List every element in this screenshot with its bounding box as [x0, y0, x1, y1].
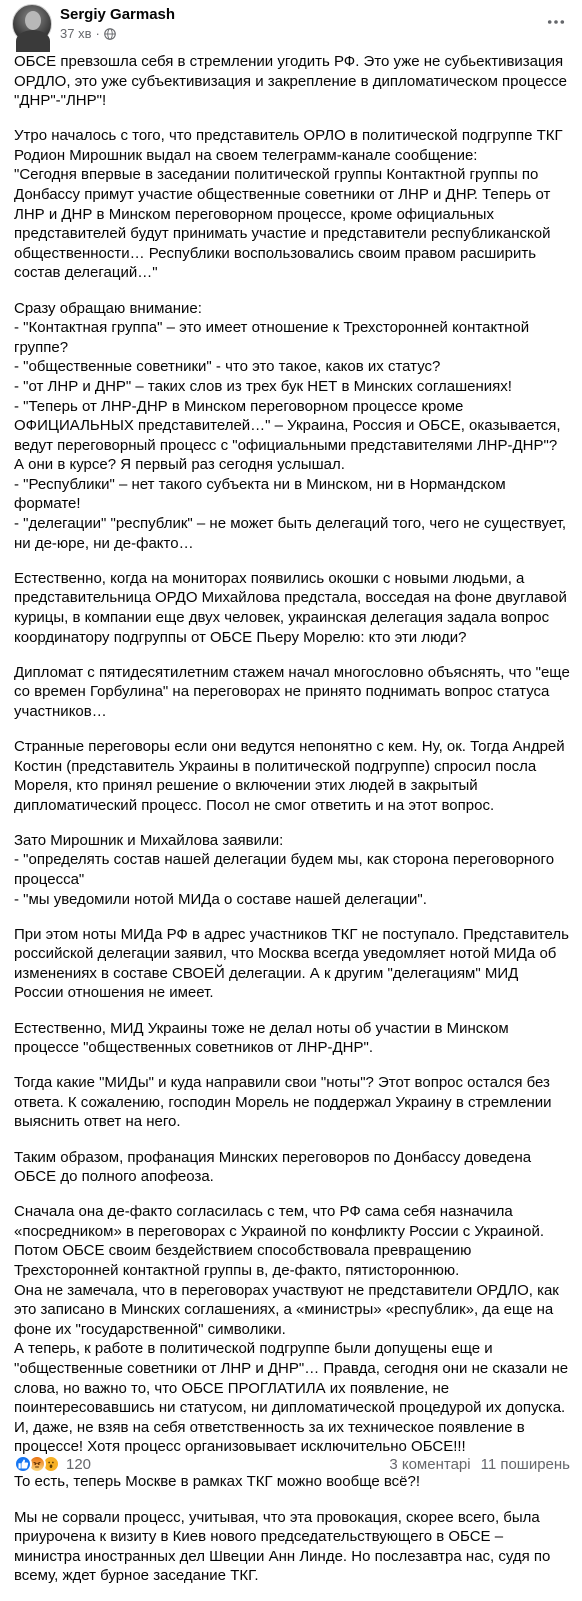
globe-icon — [104, 28, 116, 40]
shares-count[interactable]: 11 поширень — [480, 1455, 570, 1473]
post-paragraph: При этом ноты МИДа РФ в адрес участников ТКГ не поступало. Представитель российской делегации заявил, что Москва всегда уведомляет нотой МИДа об изменениях в составе СВОЕЙ делегации. А к другим "делегациям" МИД России отношения не имеет. — [14, 925, 569, 1002]
post-stats — [389, 1456, 570, 1473]
avatar[interactable] — [12, 4, 52, 44]
post-paragraph: Таким образом, профанация Минских переговоров по Донбассу доведена ОБСЕ до полного апофеоза. — [14, 1148, 532, 1186]
post-paragraph: Тогда какие "МИДы" и куда направили свои "ноты"? Этот вопрос остался без ответа. К сожалению, господин Морель не поддержал Украину в стремлении выяснить ответ на него. — [14, 1074, 552, 1131]
post-paragraph: Мы не сорвали процесс, учитывая, что эта провокация, скорее всего, была приурочена к визиту в Киев нового председательствующего в ОБСЕ – министра иностранных дел Швеции Анн Линде. Но послезавтра нас, судя по всему, ждет бурное заседание ТКГ. — [14, 1508, 551, 1585]
post-footer — [14, 1452, 570, 1476]
post-time[interactable]: 37 хв — [60, 26, 92, 41]
comments-count[interactable]: 3 коментарі — [389, 1455, 471, 1473]
avatar-head — [25, 11, 41, 30]
avatar-shoulders — [16, 30, 50, 52]
like-icon — [14, 1455, 32, 1473]
post-paragraph: ОБСЕ превзошла себя в стремлении угодить РФ. Это уже не субьективизация ОРДЛО, это уже субъективизация и закрепление в дипломатическом процессе "ДНР"-"ЛНР"! — [14, 53, 567, 110]
post-text — [14, 52, 570, 1601]
post-paragraph: Утро началось с того, что представитель ОРЛО в политической подгруппе ТКГ Родион Мирошник выдал на своем телеграмм-канале сообщение: "Сегодня впервые в заседании политической группы Контактной группы по Донбассу примут участие общественные советники от ЛНР и ДНР. Теперь от ЛНР и ДНР в Минском переговорном процессе, кроме официальных представителей будут принимать участие и представители республиканской общественности… Республики воспользовались своим правом расширить состав делегаций…" — [14, 127, 563, 282]
reactions[interactable] — [14, 1455, 91, 1473]
post-paragraph: Естественно, когда на мониторах появились окошки с новыми людьми, а представительница ОРДО Михайлова предстала, восседая на фоне двуглавой курицы, в компании еще двух человек, украинская делегация задала вопрос координатору подгруппы от ОБСЕ Пьеру Морелю: кто эти люди? — [14, 569, 567, 646]
post-meta — [60, 6, 175, 42]
post-paragraph: Естественно, МИД Украины тоже не делал ноты об участии в Минском процессе "общественных советников от ЛНР-ДНР". — [14, 1019, 509, 1057]
post-paragraph: Дипломат с пятидесятилетним стажем начал многословно объяснять, что "еще со времен Горбулина" на переговорах не принято поднимать вопрос статуса участников… — [14, 663, 570, 720]
more-icon[interactable] — [542, 10, 570, 34]
post-paragraph: Зато Мирошник и Михайлова заявили: - "определять состав нашей делегации будем мы, как сторона переговорного процесса" - "мы уведомили нотой МИДа о составе нашей делегации". — [14, 831, 555, 908]
time-row — [60, 26, 175, 42]
post-paragraph: Сначала она де-факто согласилась с тем, что РФ сама себя назначила «посредником» в переговорах с Украиной по конфликту России с Украиной. Потом ОБСЕ своим бездействием способствовала превращению Трехсторонней контактной группы в, де-факто, пятистороннюю. Она не замечала, что в переговорах участвуют не представители ОРДЛО, как это записано в Минских соглашениях, а «министры» «республик», да еще на фоне их "государственной" символики. А теперь, к работе в политической подгруппе были допущены еще и "общественные советники от ЛНР и ДНР"… Правда, сегодня они не сказали не слова, но важно то, что ОБСЕ ПРОГЛАТИЛА их появление, не поинтересовавшись ни статусом, ни дипломатической процедурой их допуска. И, даже, не взяв на себя ответственность за их техническое появление в процессе! Хотя процесс организовывает исключительно ОБСЕ!!! — [14, 1203, 569, 1456]
post-paragraph: Сразу обращаю внимание: - "Контактная группа" – это имеет отношение к Трехсторонней контактной группе? - "общественные советники" - что это такое, каков их статус? - "от ЛНР и ДНР" – таких слов из трех бук НЕТ в Минских соглашениях! - "Теперь от ЛНР-ДНР в Минском переговорном процессе кроме ОФИЦИАЛЬНЫХ представителей…" – Украина, Россия и ОБСЕ, оказывается, ведут переговорный процесс с "официальными представителями ЛНР-ДНР"? А они в курсе? Я первый раз сегодня услышал. - "Республики" – нет такого субъекта ни в Минском, ни в Нормандском формате! - "делегации" "республик" – не может быть делегаций того, чего не существует, ни де-юре, ни де-факто… — [14, 299, 567, 552]
author-name[interactable]: Sergiy Garmash — [60, 6, 176, 23]
post-header — [12, 4, 570, 44]
dot-separator: · — [95, 26, 100, 41]
reaction-count[interactable]: 120 — [66, 1455, 92, 1473]
post-paragraph: То есть, теперь Москве в рамках ТКГ можно вообще всё?! — [14, 1473, 421, 1491]
post-paragraph: Странные переговоры если они ведутся непонятно с кем. Ну, ок. Тогда Андрей Костин (представитель Украины в политической подгруппе) спросил посла Мореля, кто принял решение о включении этих людей в закрытый дипломатический процесс. Посол не смог ответить и на этот вопрос. — [14, 737, 565, 814]
